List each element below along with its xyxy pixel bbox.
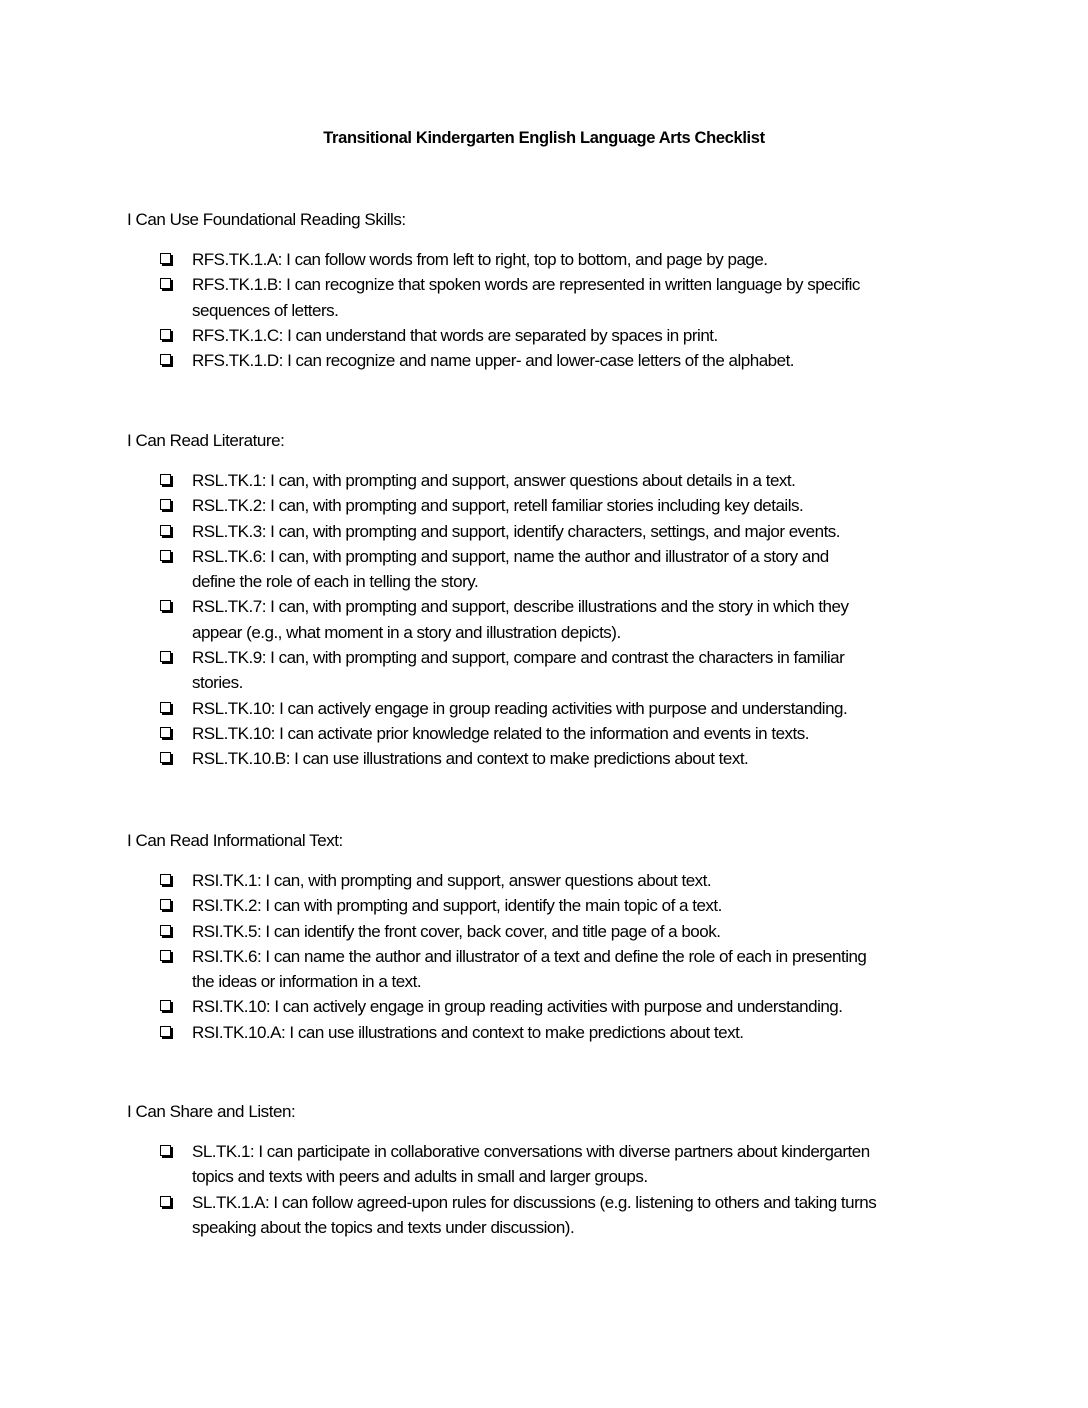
checklist-item <box>127 893 987 918</box>
checklist-item-text: RFS.TK.1.B: I can recognize that spoken words are represented in written language by specific <box>192 275 860 295</box>
checklist-item <box>127 994 987 1019</box>
checklist-item <box>127 919 987 944</box>
checkbox-icon[interactable] <box>160 702 171 713</box>
section-heading: I Can Use Foundational Reading Skills: <box>127 210 406 229</box>
checklist-item-text: RFS.TK.1.A: I can follow words from left to right, top to bottom, and page by page. <box>192 250 768 269</box>
checkbox-icon[interactable] <box>160 499 171 510</box>
section-heading: I Can Read Informational Text: <box>127 831 343 850</box>
checklist-item-text: RSL.TK.3: I can, with prompting and support, identify characters, settings, and major events. <box>192 521 841 541</box>
checklist-item-text: topics and texts with peers and adults in small and larger groups. <box>192 1167 648 1187</box>
checklist-item <box>127 493 987 518</box>
checklist-item <box>127 868 987 893</box>
checklist-item-text: RSL.TK.6: I can, with prompting and support, name the author and illustrator of a story and <box>192 546 829 566</box>
checklist-item-text: RSI.TK.5: I can identify the front cover, back cover, and title page of a book. <box>192 921 721 941</box>
checklist-item-text: RSL.TK.9: I can, with prompting and support, compare and contrast the characters in familiar <box>192 648 845 668</box>
checklist-item <box>127 544 987 595</box>
checkbox-icon[interactable] <box>160 950 171 961</box>
checkbox-icon[interactable] <box>160 329 171 340</box>
checklist-item-text: RSL.TK.1: I can, with prompting and support, answer questions about details in a text. <box>192 471 796 490</box>
checklist-item-text: RFS.TK.1.C: I can understand that words are separated by spaces in print. <box>192 325 718 345</box>
checklist-item-text: stories. <box>192 673 243 693</box>
checklist-item <box>127 1139 987 1190</box>
checkbox-icon[interactable] <box>160 1196 171 1207</box>
checklist-item <box>127 696 987 721</box>
checklist-item-text: SL.TK.1.A: I can follow agreed-upon rules for discussions (e.g. listening to others and taking turns <box>192 1192 877 1212</box>
checklist <box>127 468 987 772</box>
checkbox-icon[interactable] <box>160 899 171 910</box>
checkbox-icon[interactable] <box>160 354 171 365</box>
checklist <box>127 1139 987 1240</box>
checklist-item-text: define the role of each in telling the story. <box>192 572 479 592</box>
checklist-item-text: speaking about the topics and texts under discussion). <box>192 1217 575 1237</box>
checklist-item-text: appear (e.g., what moment in a story and illustration depicts). <box>192 622 621 642</box>
checklist-item-text: RSL.TK.2: I can, with prompting and support, retell familiar stories including key details. <box>192 496 804 516</box>
checklist-item <box>127 721 987 746</box>
document-title: Transitional Kindergarten English Language Arts Checklist <box>323 129 765 147</box>
checklist-item <box>127 468 987 493</box>
checklist-item-text: RSI.TK.1: I can, with prompting and support, answer questions about text. <box>192 871 712 890</box>
checklist-item-text: RSL.TK.10.B: I can use illustrations and context to make predictions about text. <box>192 749 749 769</box>
checkbox-icon[interactable] <box>160 474 171 485</box>
checklist-item-text: RSL.TK.7: I can, with prompting and support, describe illustrations and the story in which they <box>192 597 849 617</box>
checklist-section <box>127 207 987 373</box>
checklist-item-text: RSI.TK.10.A: I can use illustrations and context to make predictions about text. <box>192 1022 744 1042</box>
checklist-item-text: RFS.TK.1.D: I can recognize and name upper- and lower-case letters of the alphabet. <box>192 351 795 371</box>
checklist-item <box>127 519 987 544</box>
checklist-item-text: sequences of letters. <box>192 300 339 320</box>
checklist-section <box>127 1099 987 1240</box>
checklist-item <box>127 944 987 995</box>
checklist-item-text: RSI.TK.10: I can actively engage in group reading activities with purpose and understanding. <box>192 997 843 1017</box>
checklist-item-text: the ideas or information in a text. <box>192 972 422 992</box>
section-heading: I Can Read Literature: <box>127 431 285 450</box>
checklist-item <box>127 746 987 771</box>
checklist-item-text: RSL.TK.10: I can activate prior knowledge related to the information and events in texts. <box>192 723 809 743</box>
checkbox-icon[interactable] <box>160 1000 171 1011</box>
checklist-item <box>127 1190 987 1241</box>
checkbox-icon[interactable] <box>160 752 171 763</box>
checkbox-icon[interactable] <box>160 1026 171 1037</box>
checklist-item <box>127 323 987 348</box>
checkbox-icon[interactable] <box>160 651 171 662</box>
checkbox-icon[interactable] <box>160 874 171 885</box>
checkbox-icon[interactable] <box>160 550 171 561</box>
checklist-section <box>127 428 987 772</box>
checklist-item-text: RSL.TK.10: I can actively engage in group reading activities with purpose and understanding. <box>192 698 848 718</box>
checklist-item <box>127 247 987 272</box>
checklist <box>127 868 987 1045</box>
checklist-item <box>127 594 987 645</box>
checklist-item-text: RSI.TK.2: I can with prompting and support, identify the main topic of a text. <box>192 896 722 916</box>
checklist <box>127 247 987 373</box>
checklist-item <box>127 645 987 696</box>
checklist-item-text: SL.TK.1: I can participate in collaborative conversations with diverse partners about kindergarten <box>192 1142 870 1161</box>
checkbox-icon[interactable] <box>160 1145 171 1156</box>
checkbox-icon[interactable] <box>160 600 171 611</box>
checkbox-icon[interactable] <box>160 727 171 738</box>
checklist-item <box>127 272 987 323</box>
checkbox-icon[interactable] <box>160 925 171 936</box>
checkbox-icon[interactable] <box>160 253 171 264</box>
checkbox-icon[interactable] <box>160 525 171 536</box>
checklist-item <box>127 348 987 373</box>
checklist-item <box>127 1020 987 1045</box>
checkbox-icon[interactable] <box>160 278 171 289</box>
section-heading: I Can Share and Listen: <box>127 1102 296 1121</box>
checklist-item-text: RSI.TK.6: I can name the author and illustrator of a text and define the role of each in presenting <box>192 946 867 966</box>
checklist-section <box>127 828 987 1045</box>
